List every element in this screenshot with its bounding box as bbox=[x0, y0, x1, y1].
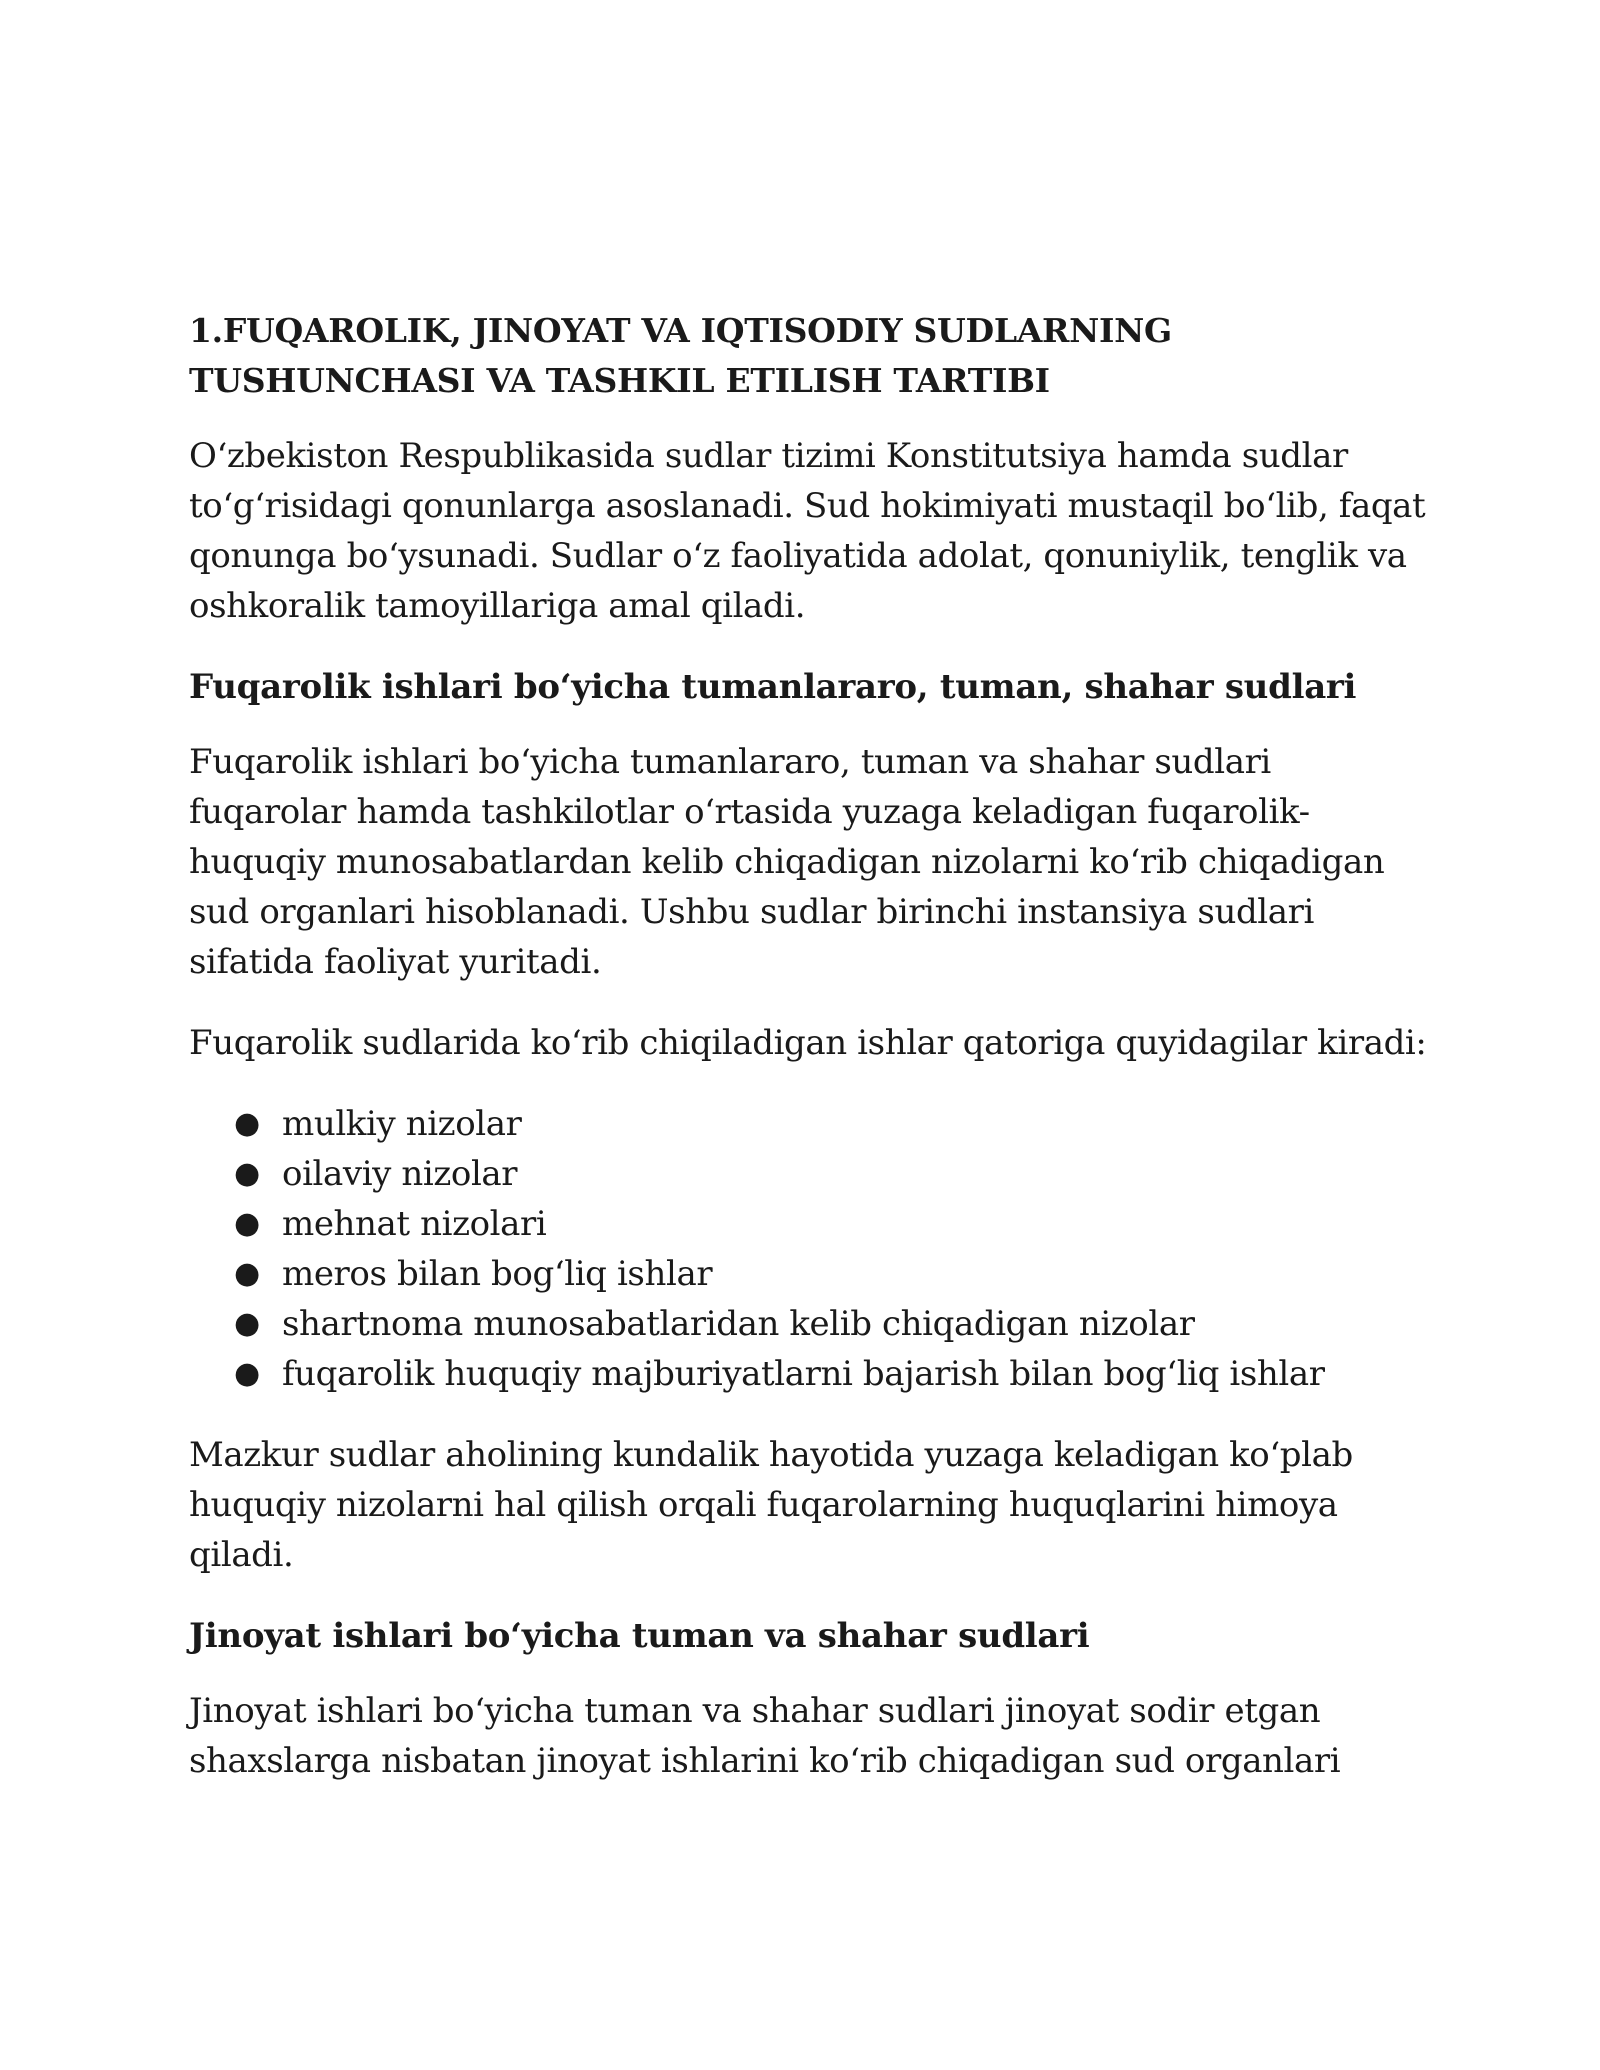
civil-courts-heading: Fuqarolik ishlari bo‘yicha tumanlararo, tuman, shahar sudlari bbox=[189, 667, 1357, 707]
criminal-courts-heading: Jinoyat ishlari bo‘yicha tuman va shahar sudlari bbox=[189, 1616, 1090, 1656]
list-item-text: fuqarolik huquqiy majburiyatlarni bajarish bilan bog‘liq ishlar bbox=[282, 1354, 1325, 1394]
bullet-icon: ● bbox=[234, 1306, 260, 1341]
civil-cases-list bbox=[189, 1099, 1429, 1399]
list-item bbox=[189, 1149, 1429, 1199]
bullet-icon: ● bbox=[234, 1156, 260, 1191]
list-item-text: mulkiy nizolar bbox=[282, 1104, 522, 1144]
intro-paragraph: O‘zbekiston Respublikasida sudlar tizimi Konstitutsiya hamda sudlar to‘g‘risidagi qonunlarga asoslanadi. Sud hokimiyati mustaqil bo‘lib, faqat qonunga bo‘ysunadi. Sudlar o‘z faoliyatida adolat, qonuniylik, tenglik va oshkoralik tamoyillariga amal qiladi. bbox=[189, 436, 1426, 626]
list-item bbox=[189, 1299, 1429, 1349]
document-page bbox=[189, 306, 1429, 1817]
civil-courts-paragraph-1: Fuqarolik ishlari bo‘yicha tumanlararo, tuman va shahar sudlari fuqarolar hamda tashkilotlar o‘rtasida yuzaga keladigan fuqarolik-huquqiy munosabatlardan kelib chiqadigan nizolarni ko‘rib chiqadigan sud organlari hisoblanadi. Ushbu sudlar birinchi instansiya sudlari sifatida faoliyat yuritadi. bbox=[189, 742, 1385, 982]
list-item bbox=[189, 1249, 1429, 1299]
bullet-icon: ● bbox=[234, 1206, 260, 1241]
list-item bbox=[189, 1199, 1429, 1249]
list-item-text: oilaviy nizolar bbox=[282, 1154, 518, 1194]
list-item bbox=[189, 1349, 1429, 1399]
bullet-icon: ● bbox=[234, 1256, 260, 1291]
civil-courts-paragraph-3: Mazkur sudlar aholining kundalik hayotida yuzaga keladigan ko‘plab huquqiy nizolarni hal qilish orqali fuqarolarning huquqlarini himoya qiladi. bbox=[189, 1435, 1353, 1575]
criminal-courts-paragraph-1: Jinoyat ishlari bo‘yicha tuman va shahar sudlari jinoyat sodir etgan shaxslarga nisbatan jinoyat ishlarini ko‘rib chiqadigan sud organlari bbox=[189, 1691, 1341, 1781]
document-title bbox=[189, 306, 1429, 406]
list-item bbox=[189, 1099, 1429, 1149]
list-item-text: shartnoma munosabatlaridan kelib chiqadigan nizolar bbox=[282, 1304, 1195, 1344]
document-title-line-2: TUSHUNCHASI VA TASHKIL ETILISH TARTIBI bbox=[189, 361, 1050, 400]
bullet-icon: ● bbox=[234, 1106, 260, 1141]
list-item-text: mehnat nizolari bbox=[282, 1204, 547, 1244]
list-item-text: meros bilan bog‘liq ishlar bbox=[282, 1254, 713, 1294]
bullet-icon: ● bbox=[234, 1356, 260, 1391]
civil-courts-paragraph-2: Fuqarolik sudlarida ko‘rib chiqiladigan ishlar qatoriga quyidagilar kiradi: bbox=[189, 1023, 1427, 1063]
document-title-line-1: 1.FUQAROLIK, JINOYAT VA IQTISODIY SUDLARNING bbox=[189, 311, 1172, 350]
